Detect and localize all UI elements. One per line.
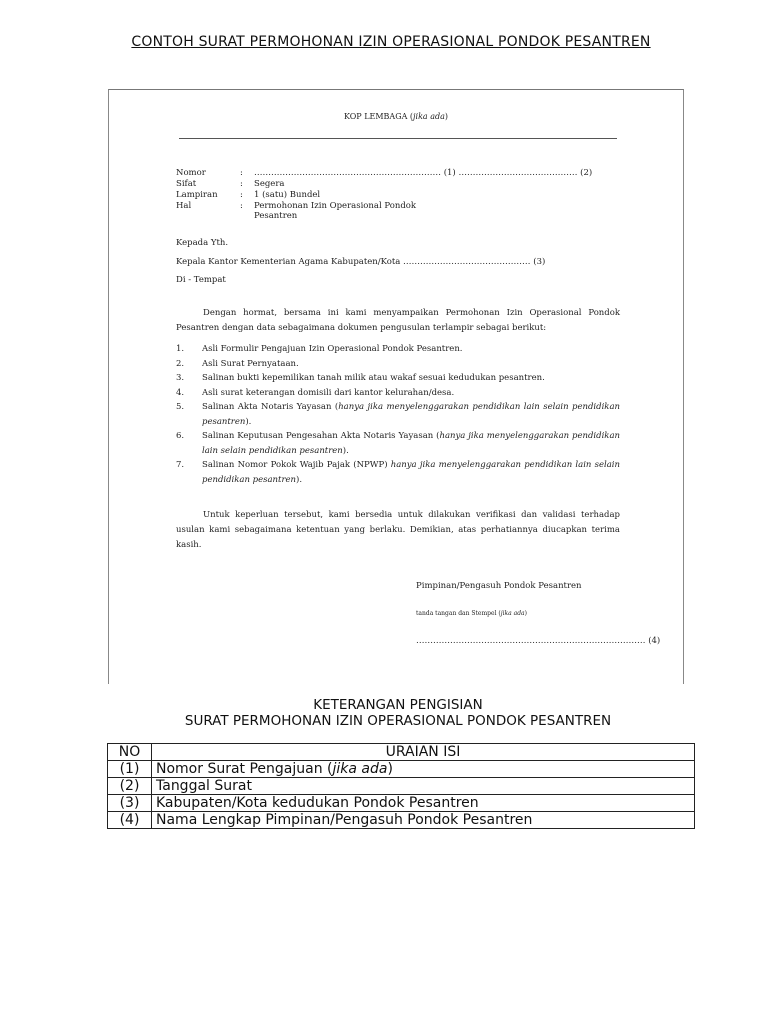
keterangan-table	[107, 743, 695, 829]
meta-label: Lampiran	[176, 190, 218, 200]
closing-paragraph: Untuk keperluan tersebut, kami bersedia untuk dilakukan verifikasi dan validasi terhadap usulan kami sebagaimana ketentuan yang berlaku. Demikian, atas perhatiannya diucapkan terima kasih.	[176, 510, 620, 550]
row-number: (4)	[108, 812, 152, 829]
recipient-place: Di - Tempat	[176, 275, 226, 285]
page-title: CONTOH SURAT PERMOHONAN IZIN OPERASIONAL PONDOK PESANTREN	[131, 34, 651, 50]
row-text: Nama Lengkap Pimpinan/Pengasuh Pondok Pesantren	[152, 812, 695, 829]
list-item: 5. Salinan Akta Notaris Yayasan (hanya jika menyelenggarakan pendidikan lain selain pendidikan pesantren).	[176, 402, 620, 427]
table-row	[108, 812, 695, 829]
meta-label: Nomor	[176, 168, 206, 178]
keterangan-subtitle: SURAT PERMOHONAN IZIN OPERASIONAL PONDOK PESANTREN	[184, 713, 612, 729]
header-no: NO	[108, 744, 152, 761]
table-row	[108, 795, 695, 812]
row-text: Nomor Surat Pengajuan (jika ada)	[152, 761, 695, 778]
list-item: 2. Asli Surat Pernyataan.	[176, 358, 299, 369]
meta-value: 1 (satu) Bundel	[254, 190, 321, 200]
table-row	[108, 778, 695, 795]
header-uraian: URAIAN ISI	[152, 744, 695, 761]
signature-note: tanda tangan dan Stempel (jika ada)	[416, 610, 527, 617]
letterhead-label: KOP LEMBAGA	[343, 112, 408, 121]
table-header-row	[108, 744, 695, 761]
row-text: Tanggal Surat	[152, 778, 695, 795]
list-item: 7. Salinan Nomor Pokok Wajib Pajak (NPWP) hanya jika menyelenggarakan pendidikan lain selain pendidikan pesantren).	[176, 460, 620, 485]
meta-label: Sifat	[176, 179, 197, 189]
table-row	[108, 761, 695, 778]
signatory-title: Pimpinan/Pengasuh Pondok Pesantren	[416, 581, 582, 591]
letterhead-divider	[179, 138, 617, 139]
list-item: 1. Asli Formulir Pengajuan Izin Operasional Pondok Pesantren.	[176, 344, 463, 354]
letter-image: KOP LEMBAGA (jika ada) Nomor : ………………………………………………………… (1) …………………………………… (2) Sifat : Segera Lampiran : 1 (satu) Bundel Hal : Permohonan Izin Operasional Pondok Pesantren Kepada Yth. Kepala Kantor Kementerian Agama Kabupaten/Kota ……………………………………… (3) Di - Tempat Dengan hormat, bersama ini kami menyampaikan Permohonan Izin Operasional Pondok Pesantren dengan data sebagaimana dokumen pengusulan terlampir sebagai berikut: 1. Asli Formulir Pengajuan Izin Operasional Pondok Pesantren. 2. Asli Surat Pernyataan. 3. Salinan bukti kepemilikan tanah milik atau wakaf sesuai kedudukan pesantren. 4. Asli surat keterangan domisili dari kantor kelurahan/desa. 5. Salinan Akta Notaris Yayasan (hanya jika menyelenggarakan pendidikan lain selain pendidikan pesantren). 6. Salinan Keputusan Pengesahan Akta Notaris Yayasan (hanya jika menyelenggarakan pendidikan lain selain pendidikan pesantren). 7. Salinan Nomor Pokok Wajib Pajak (NPWP) hanya jika menyelenggarakan pendidikan lain selain pendidikan pesantren). Untuk keperluan tersebut, kami bersedia untuk dilakukan verifikasi dan validasi terhadap usulan kami sebagaimana ketentuan yang berlaku. Demikian, atas perhatiannya diucapkan terima kasih. Pimpinan/Pengasuh Pondok Pesantren tanda tangan dan Stempel (jika ada) ……………………………………………………………………… (4)	[108, 89, 684, 684]
list-item: 3. Salinan bukti kepemilikan tanah milik atau wakaf sesuai kedudukan pesantren.	[176, 373, 545, 383]
list-item: 6. Salinan Keputusan Pengesahan Akta Notaris Yayasan (hanya jika menyelenggarakan pendidikan lain selain pendidikan pesantren).	[176, 431, 620, 456]
opening-paragraph: Dengan hormat, bersama ini kami menyampaikan Permohonan Izin Operasional Pondok Pesantren dengan data sebagaimana dokumen pengusulan terlampir sebagai berikut:	[176, 308, 620, 333]
meta-value: Pesantren	[254, 211, 298, 221]
letterhead-note: jika ada	[413, 112, 445, 121]
meta-label: Hal	[176, 201, 192, 211]
row-number: (2)	[108, 778, 152, 795]
meta-value: Segera	[254, 179, 285, 189]
meta-value: ………………………………………………………… (1) …………………………………… (2)	[254, 168, 593, 178]
keterangan-title: KETERANGAN PENGISIAN	[313, 697, 483, 713]
row-text: Kabupaten/Kota kedudukan Pondok Pesantren	[152, 795, 695, 812]
row-number: (1)	[108, 761, 152, 778]
recipient: Kepada Yth.	[176, 238, 229, 248]
attachment-list	[176, 342, 620, 487]
row-number: (3)	[108, 795, 152, 812]
signature-line: ……………………………………………………………………… (4)	[416, 636, 661, 646]
list-item: 4. Asli surat keterangan domisili dari kantor kelurahan/desa.	[176, 387, 455, 398]
letterhead: KOP LEMBAGA (jika ada)	[343, 112, 449, 121]
meta-value: Permohonan Izin Operasional Pondok	[254, 201, 417, 211]
recipient-office: Kepala Kantor Kementerian Agama Kabupaten/Kota ……………………………………… (3)	[176, 257, 546, 267]
